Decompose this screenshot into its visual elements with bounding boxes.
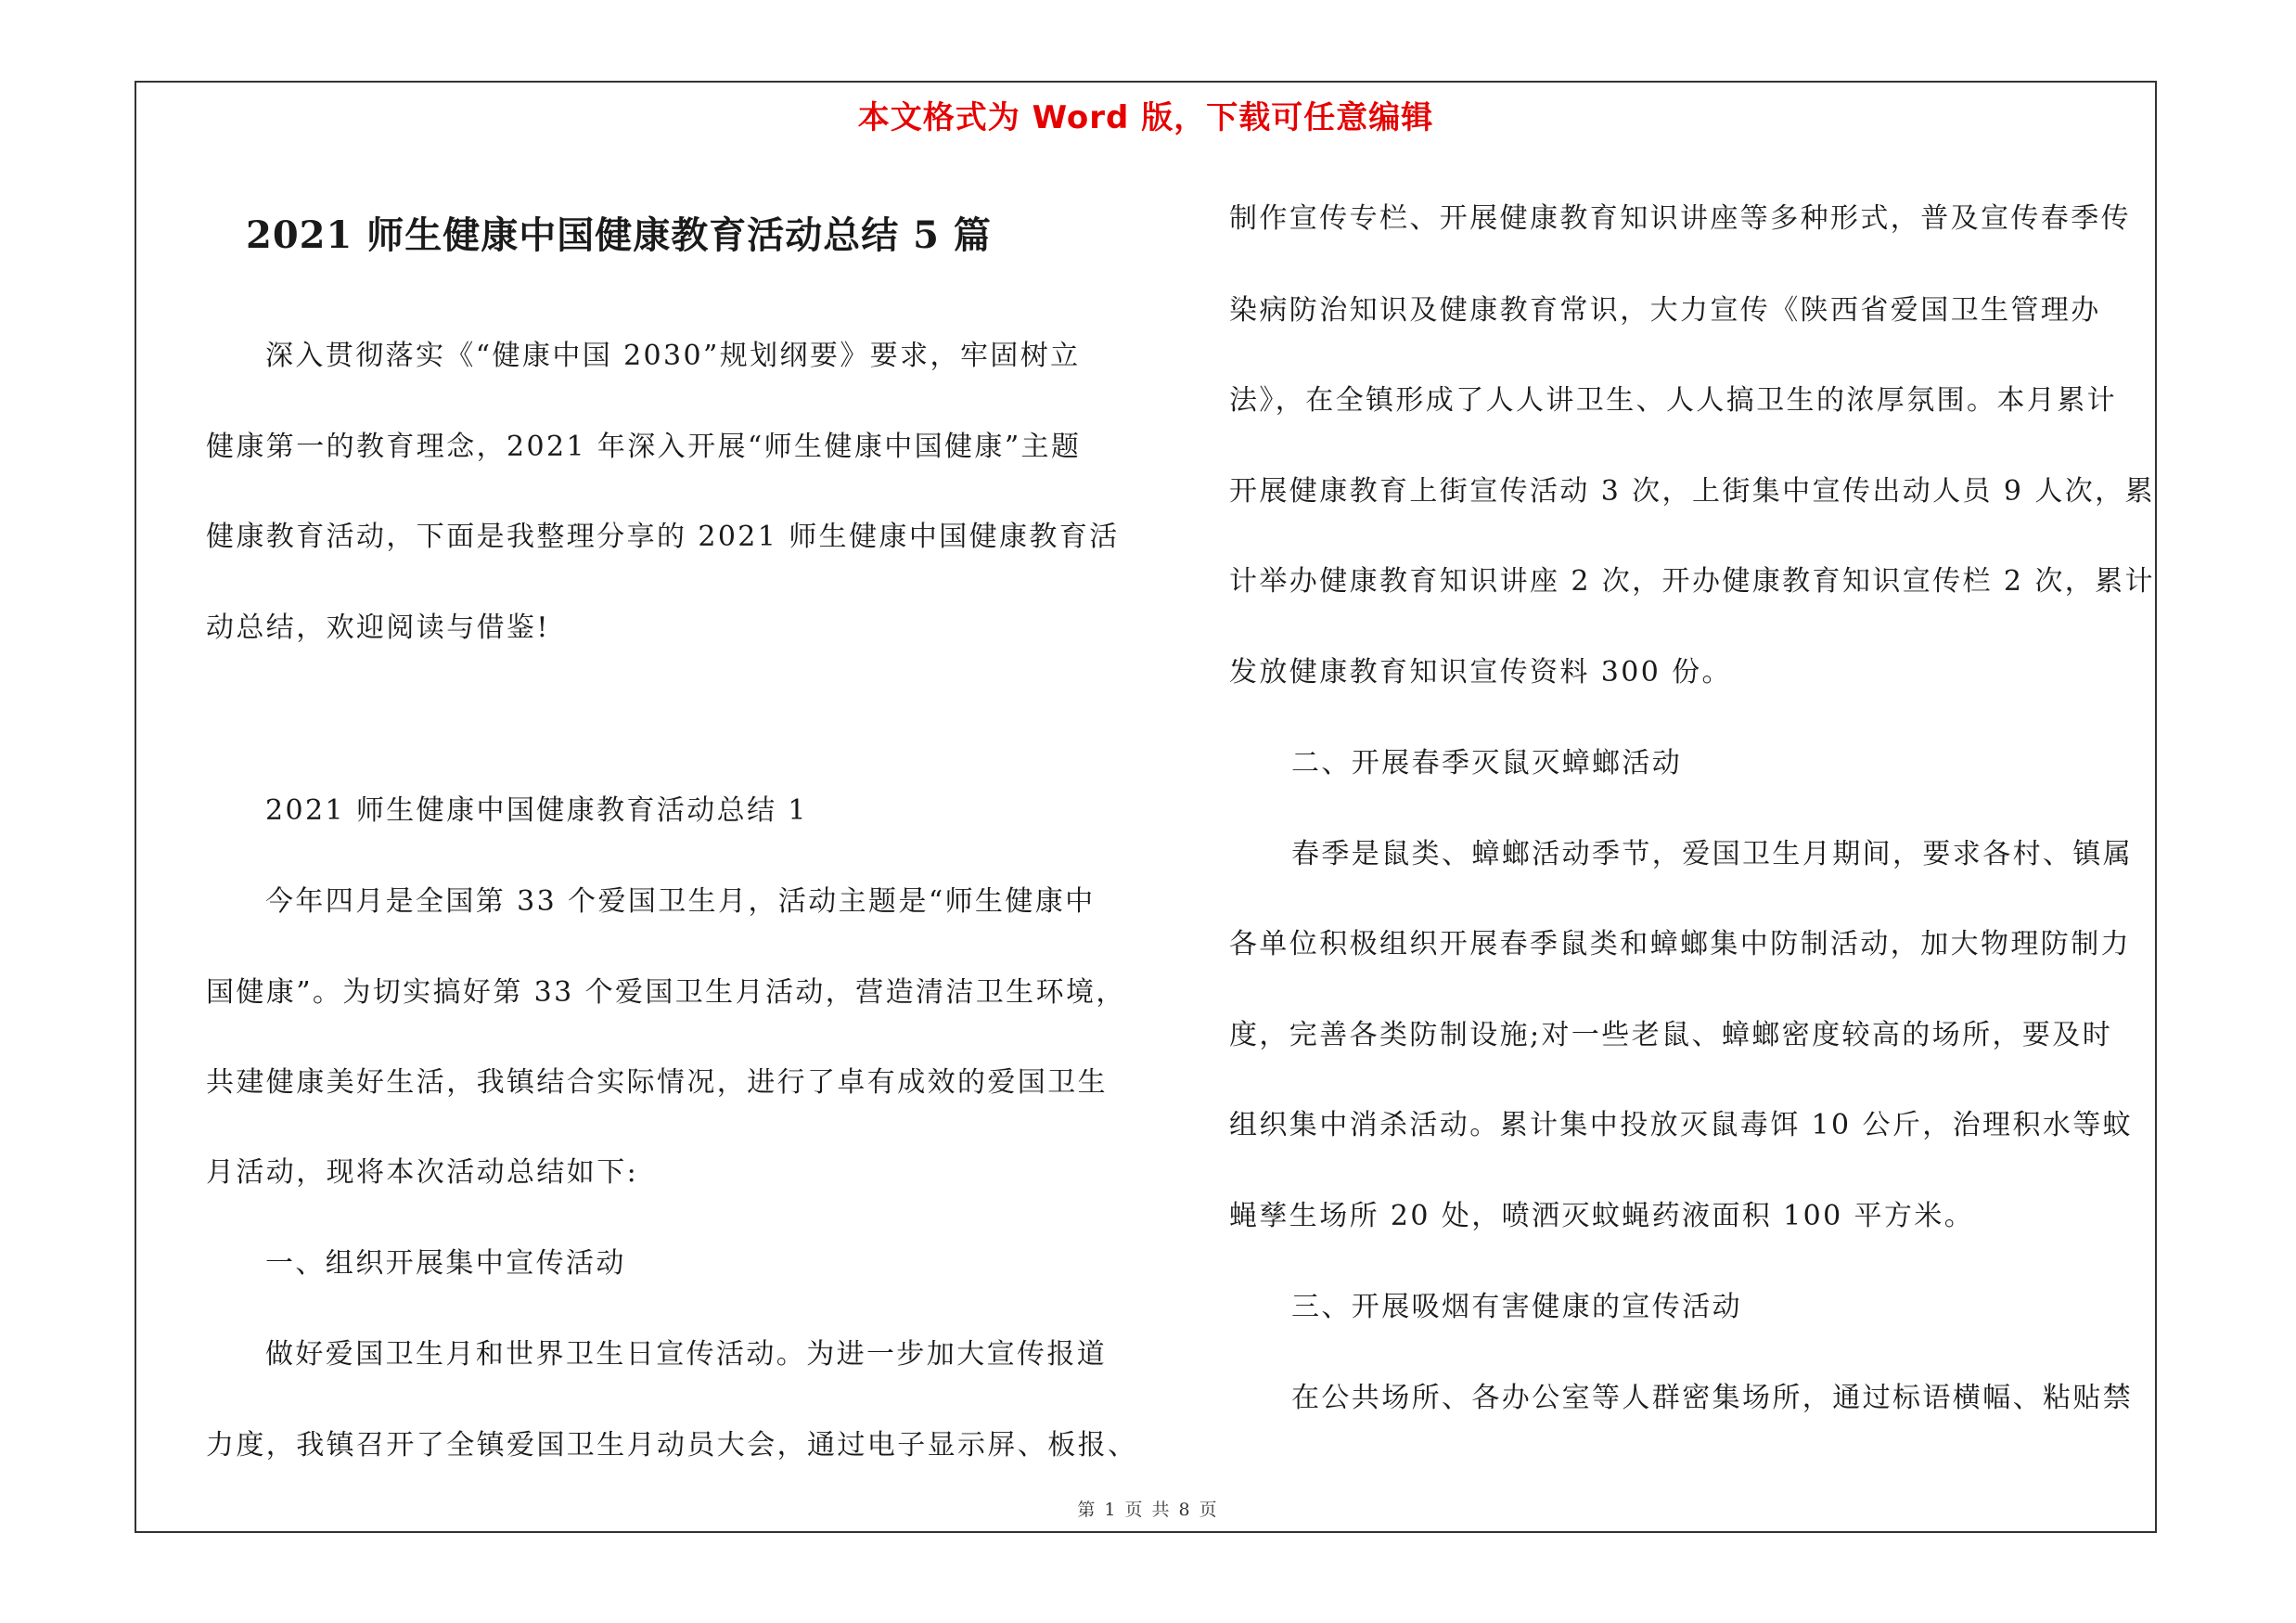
paragraph-line: 月活动，现将本次活动总结如下: — [206, 1156, 639, 1189]
paragraph-line: 国健康”。为切实搞好第 33 个爱国卫生月活动，营造清洁卫生环境， — [206, 976, 1126, 1009]
section-heading: 三、开展吸烟有害健康的宣传活动 — [1291, 1291, 1742, 1323]
paragraph-line: 在公共场所、各办公室等人群密集场所，通过标语横幅、粘贴禁 — [1291, 1382, 2134, 1414]
paragraph-line: 染病防治知识及健康教育常识，大力宣传《陕西省爱国卫生管理办 — [1229, 294, 2101, 327]
paragraph-line: 共建健康美好生活，我镇结合实际情况，进行了卓有成效的爱国卫生 — [206, 1066, 1108, 1099]
section-heading: 一、组织开展集中宣传活动 — [265, 1247, 626, 1280]
paragraph-line: 动总结，欢迎阅读与借鉴! — [206, 612, 550, 644]
section-heading: 二、开展春季灭鼠灭蟑螂活动 — [1291, 747, 1683, 779]
paragraph-line: 深入贯彻落实《“健康中国 2030”规划纲要》要求，牢固树立 — [265, 340, 1081, 372]
paragraph-line: 今年四月是全国第 33 个爱国卫生月，活动主题是“师生健康中 — [265, 885, 1096, 918]
paragraph-line: 组织集中消杀活动。累计集中投放灭鼠毒饵 10 公斤，治理积水等蚊 — [1229, 1109, 2134, 1141]
paragraph-line: 发放健康教育知识宣传资料 300 份。 — [1229, 656, 1732, 689]
paragraph-line: 制作宣传专栏、开展健康教育知识讲座等多种形式，普及宣传春季传 — [1229, 202, 2131, 235]
paragraph-line: 春季是鼠类、蟑螂活动季节，爱国卫生月期间，要求各村、镇属 — [1291, 838, 2134, 870]
paragraph-line: 健康教育活动，下面是我整理分享的 2021 师生健康中国健康教育活 — [206, 521, 1120, 553]
document-title: 2021 师生健康中国健康教育活动总结 5 篇 — [246, 213, 992, 257]
section-heading: 2021 师生健康中国健康教育活动总结 1 — [265, 794, 808, 827]
paragraph-line: 健康第一的教育理念，2021 年深入开展“师生健康中国健康”主题 — [206, 431, 1082, 463]
page-number: 第 1 页 共 8 页 — [1077, 1500, 1219, 1520]
paragraph-line: 开展健康教育上街宣传活动 3 次，上街集中宣传出动人员 9 人次，累 — [1229, 475, 2155, 508]
paragraph-line: 各单位积极组织开展春季鼠类和蟑螂集中防制活动，加大物理防制力 — [1229, 928, 2131, 960]
paragraph-line: 计举办健康教育知识讲座 2 次，开办健康教育知识宣传栏 2 次，累计 — [1229, 565, 2155, 598]
paragraph-line: 蝇孳生场所 20 处，喷洒灭蚊蝇药液面积 100 平方米。 — [1229, 1200, 1975, 1232]
format-notice-banner: 本文格式为 Word 版，下载可任意编辑 — [857, 99, 1434, 136]
paragraph-line: 度，完善各类防制设施;对一些老鼠、蟑螂密度较高的场所，要及时 — [1229, 1019, 2113, 1051]
paragraph-line: 力度，我镇召开了全镇爱国卫生月动员大会，通过电子显示屏、板报、 — [206, 1429, 1138, 1462]
paragraph-line: 法》，在全镇形成了人人讲卫生、人人搞卫生的浓厚氛围。本月累计 — [1229, 384, 2117, 417]
paragraph-line: 做好爱国卫生月和世界卫生日宣传活动。为进一步加大宣传报道 — [265, 1338, 1108, 1371]
